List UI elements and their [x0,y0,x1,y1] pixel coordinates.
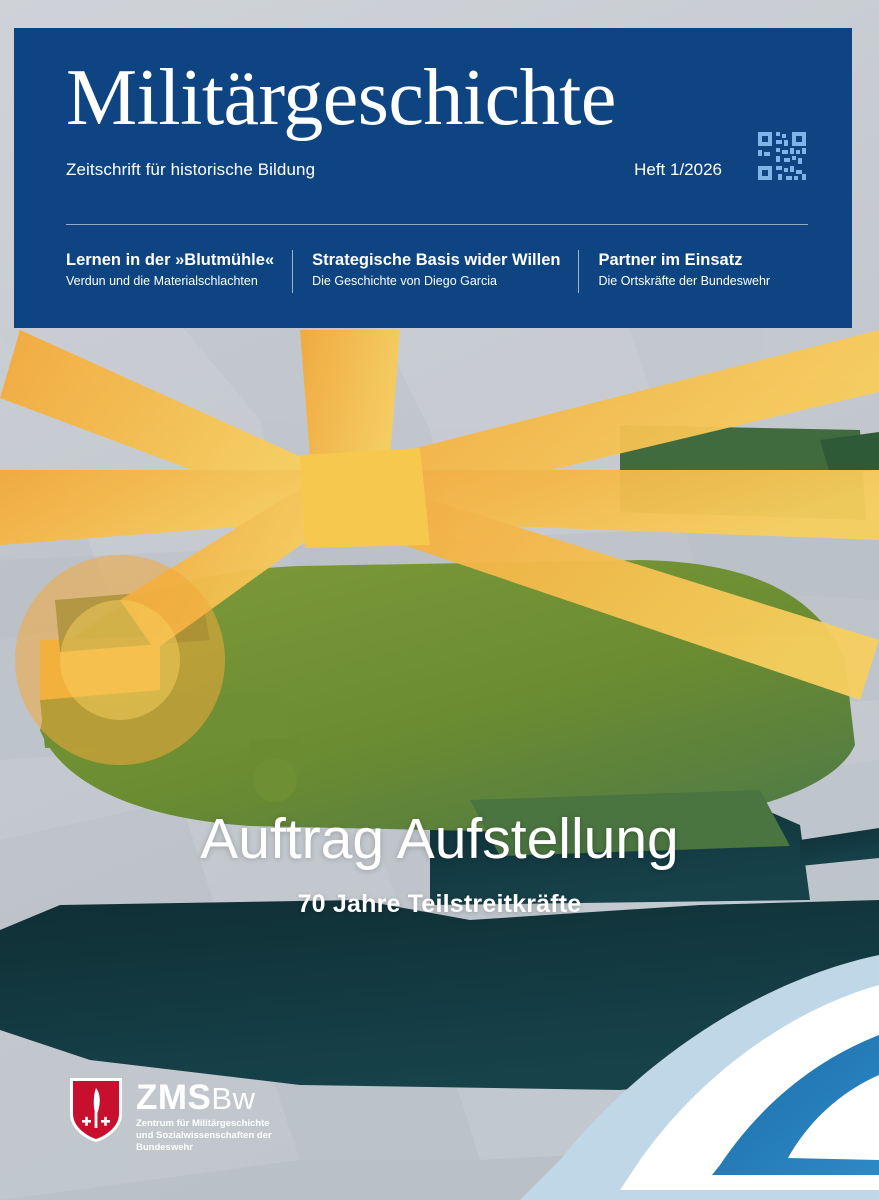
logo-fullname-line3: Bundeswehr [136,1142,194,1153]
teaser-headline: Partner im Einsatz [598,251,743,269]
masthead-subline-row [66,158,808,184]
teaser-subline: Verdun und die Materialschlachten [66,274,258,288]
cover-title: Auftrag Aufstellung [200,807,679,871]
logo-fullname-line2: und Sozialwissenschaften der [136,1130,272,1141]
logo-acronym [136,1080,272,1117]
logo-text-block [136,1076,272,1153]
teaser-headline: Strategische Basis wider Willen [312,251,561,269]
logo-fullname-line1: Zentrum für Militärgeschichte [136,1118,270,1129]
logo-bw: Bw [211,1081,256,1116]
masthead [14,28,852,328]
cover-subtitle: 70 Jahre Teilstreitkräfte [297,890,582,918]
teaser-subline: Die Ortskräfte der Bundeswehr [598,274,771,288]
zmsbw-crest-icon [68,1076,124,1144]
journal-subtitle: Zeitschrift für historische Bildung [66,160,316,179]
qr-code-icon[interactable] [756,130,808,182]
teaser-list [66,250,808,289]
teaser-item-3[interactable] [578,250,788,289]
journal-title: Militärgeschichte [66,54,616,142]
teaser-item-1[interactable] [66,250,292,289]
teaser-headline: Lernen in der »Blutmühle« [66,251,275,269]
logo-zms: ZMS [136,1078,212,1117]
issue-number: Heft 1/2026 [634,160,722,179]
teaser-subline: Die Geschichte von Diego Garcia [312,274,497,288]
publisher-logo [68,1076,272,1153]
teaser-item-2[interactable] [292,250,578,289]
masthead-divider [66,224,808,225]
